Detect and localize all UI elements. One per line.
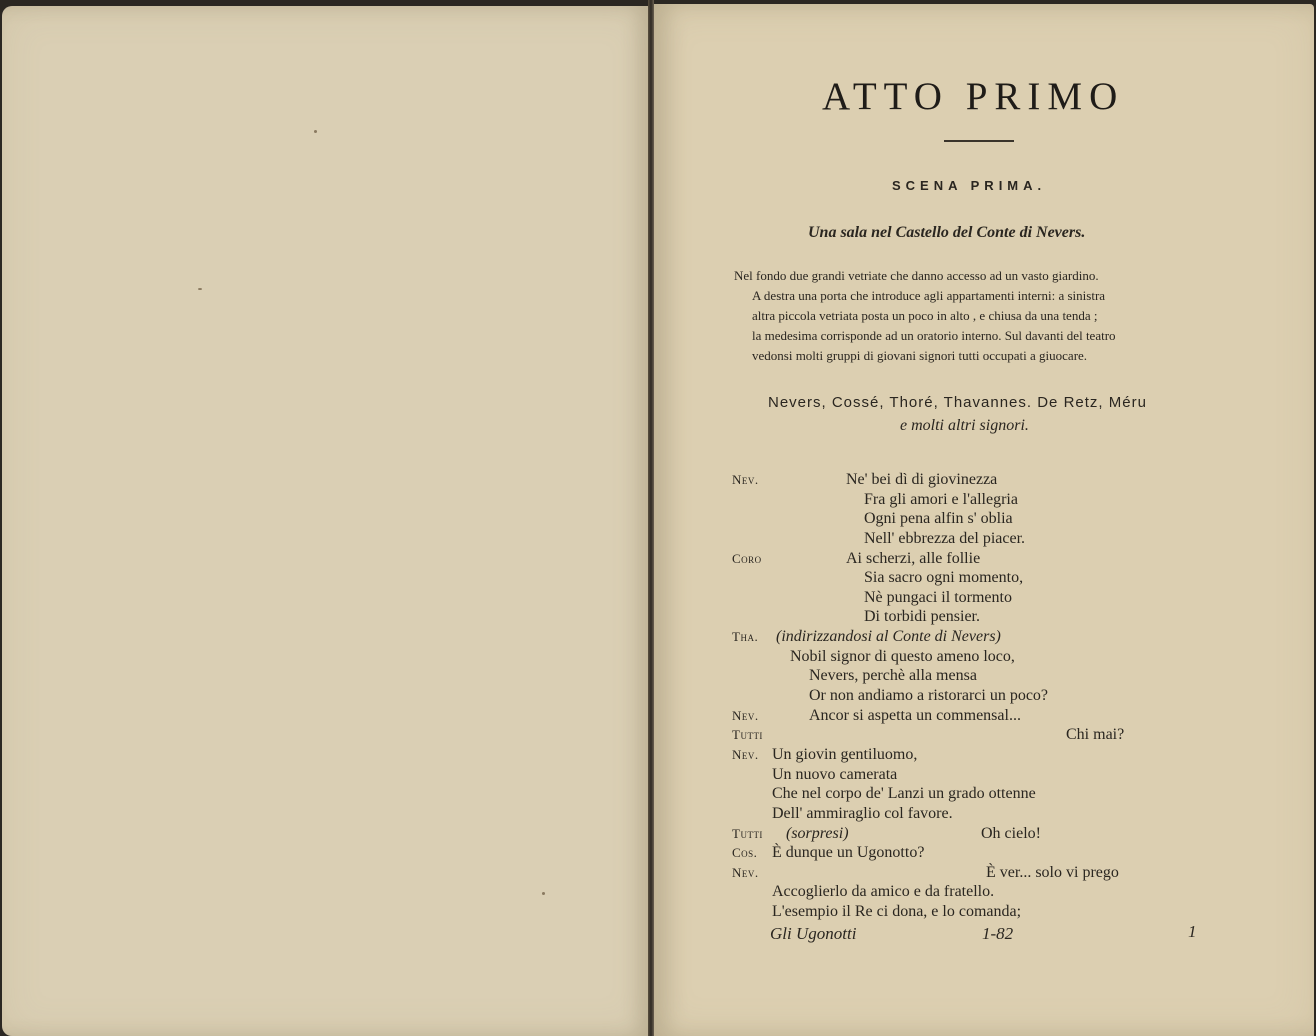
verse-line: È ver... solo vi prego <box>986 864 1119 881</box>
verse-line: Or non andiamo a ristorarci un poco? <box>809 687 1049 704</box>
verse-line: Nevers, perchè alla mensa <box>809 667 977 684</box>
verse-line: L'esempio il Re ci dona, e lo comanda; <box>772 903 1022 920</box>
page-number: 1 <box>1188 922 1197 941</box>
verse-line: Chi mai? <box>1066 726 1125 743</box>
verse-line: Un nuovo camerata <box>772 766 898 783</box>
stage-note: (sorpresi) <box>786 825 849 842</box>
scene-title: SCENA PRIMA. <box>892 178 1047 193</box>
speaker-label: Tha. <box>732 629 759 644</box>
footer-signature-code: 1-82 <box>982 924 1014 943</box>
speaker-label: Tutti <box>732 826 763 841</box>
speaker-label: Tutti <box>732 727 763 742</box>
verse-line: Un giovin gentiluomo, <box>772 746 918 763</box>
verse-line: Di torbidi pensier. <box>864 608 980 625</box>
paper-speck <box>198 288 202 290</box>
verse-line: Ai scherzi, alle follie <box>846 550 981 567</box>
character-list-note: e molti altri signori. <box>900 417 1029 434</box>
verse-line: Nè pungaci il tormento <box>864 589 1012 606</box>
verse-line: Sia sacro ogni momento, <box>864 569 1024 586</box>
verse-line: Dell' ammiraglio col favore. <box>772 805 953 822</box>
stage-direction-line: altra piccola vetriata posta un poco in alto , e chiusa da una tenda ; <box>752 308 1098 323</box>
paper-speck <box>542 892 545 895</box>
verse-line: Nobil signor di questo ameno loco, <box>790 648 1015 665</box>
act-title: ATTO PRIMO <box>822 75 1125 118</box>
paper-speck <box>314 130 317 133</box>
verse-line: Ogni pena alfin s' oblia <box>864 510 1013 527</box>
speaker-label: Nev. <box>732 747 759 762</box>
left-page-blank <box>2 6 650 1036</box>
verse-line: Accoglierlo da amico e da fratello. <box>772 883 995 900</box>
title-ornament-rule <box>944 140 1014 142</box>
scene-setting: Una sala nel Castello del Conte di Nevers. <box>808 224 1086 241</box>
verse-line: Fra gli amori e l'allegria <box>864 491 1018 508</box>
stage-direction-line: Nel fondo due grandi vetriate che danno accesso ad un vasto giardino. <box>734 268 1099 283</box>
speaker-label: Nev. <box>732 865 759 880</box>
verse-line: Nell' ebbrezza del piacer. <box>864 530 1026 547</box>
right-page <box>654 4 1314 1036</box>
stage-direction-line: A destra una porta che introduce agli appartamenti interni: a sinistra <box>752 288 1106 303</box>
stage-direction-line: la medesima corrisponde ad un oratorio interno. Sul davanti del teatro <box>752 328 1116 343</box>
speaker-label: Nev. <box>732 708 759 723</box>
footer-book-title: Gli Ugonotti <box>770 924 857 943</box>
speaker-label: Nev. <box>732 472 759 487</box>
verse-line: Oh cielo! <box>981 825 1041 842</box>
speaker-label: Coro <box>732 551 762 566</box>
character-list: Nevers, Cossé, Thoré, Thavannes. De Retz, Méru <box>768 394 1147 411</box>
verse-line: È dunque un Ugonotto? <box>772 844 925 861</box>
speaker-label: Cos. <box>732 845 758 860</box>
verse-line: Ancor si aspetta un commensal... <box>809 707 1021 724</box>
stage-direction-line: vedonsi molti gruppi di giovani signori tutti occupati a giuocare. <box>752 348 1088 363</box>
verse-line: Che nel corpo de' Lanzi un grado ottenne <box>772 785 1036 802</box>
stage-direction <box>734 266 1234 366</box>
verse-line: Ne' bei dì di giovinezza <box>846 471 998 488</box>
stage-note: (indirizzandosi al Conte di Nevers) <box>776 628 1001 645</box>
